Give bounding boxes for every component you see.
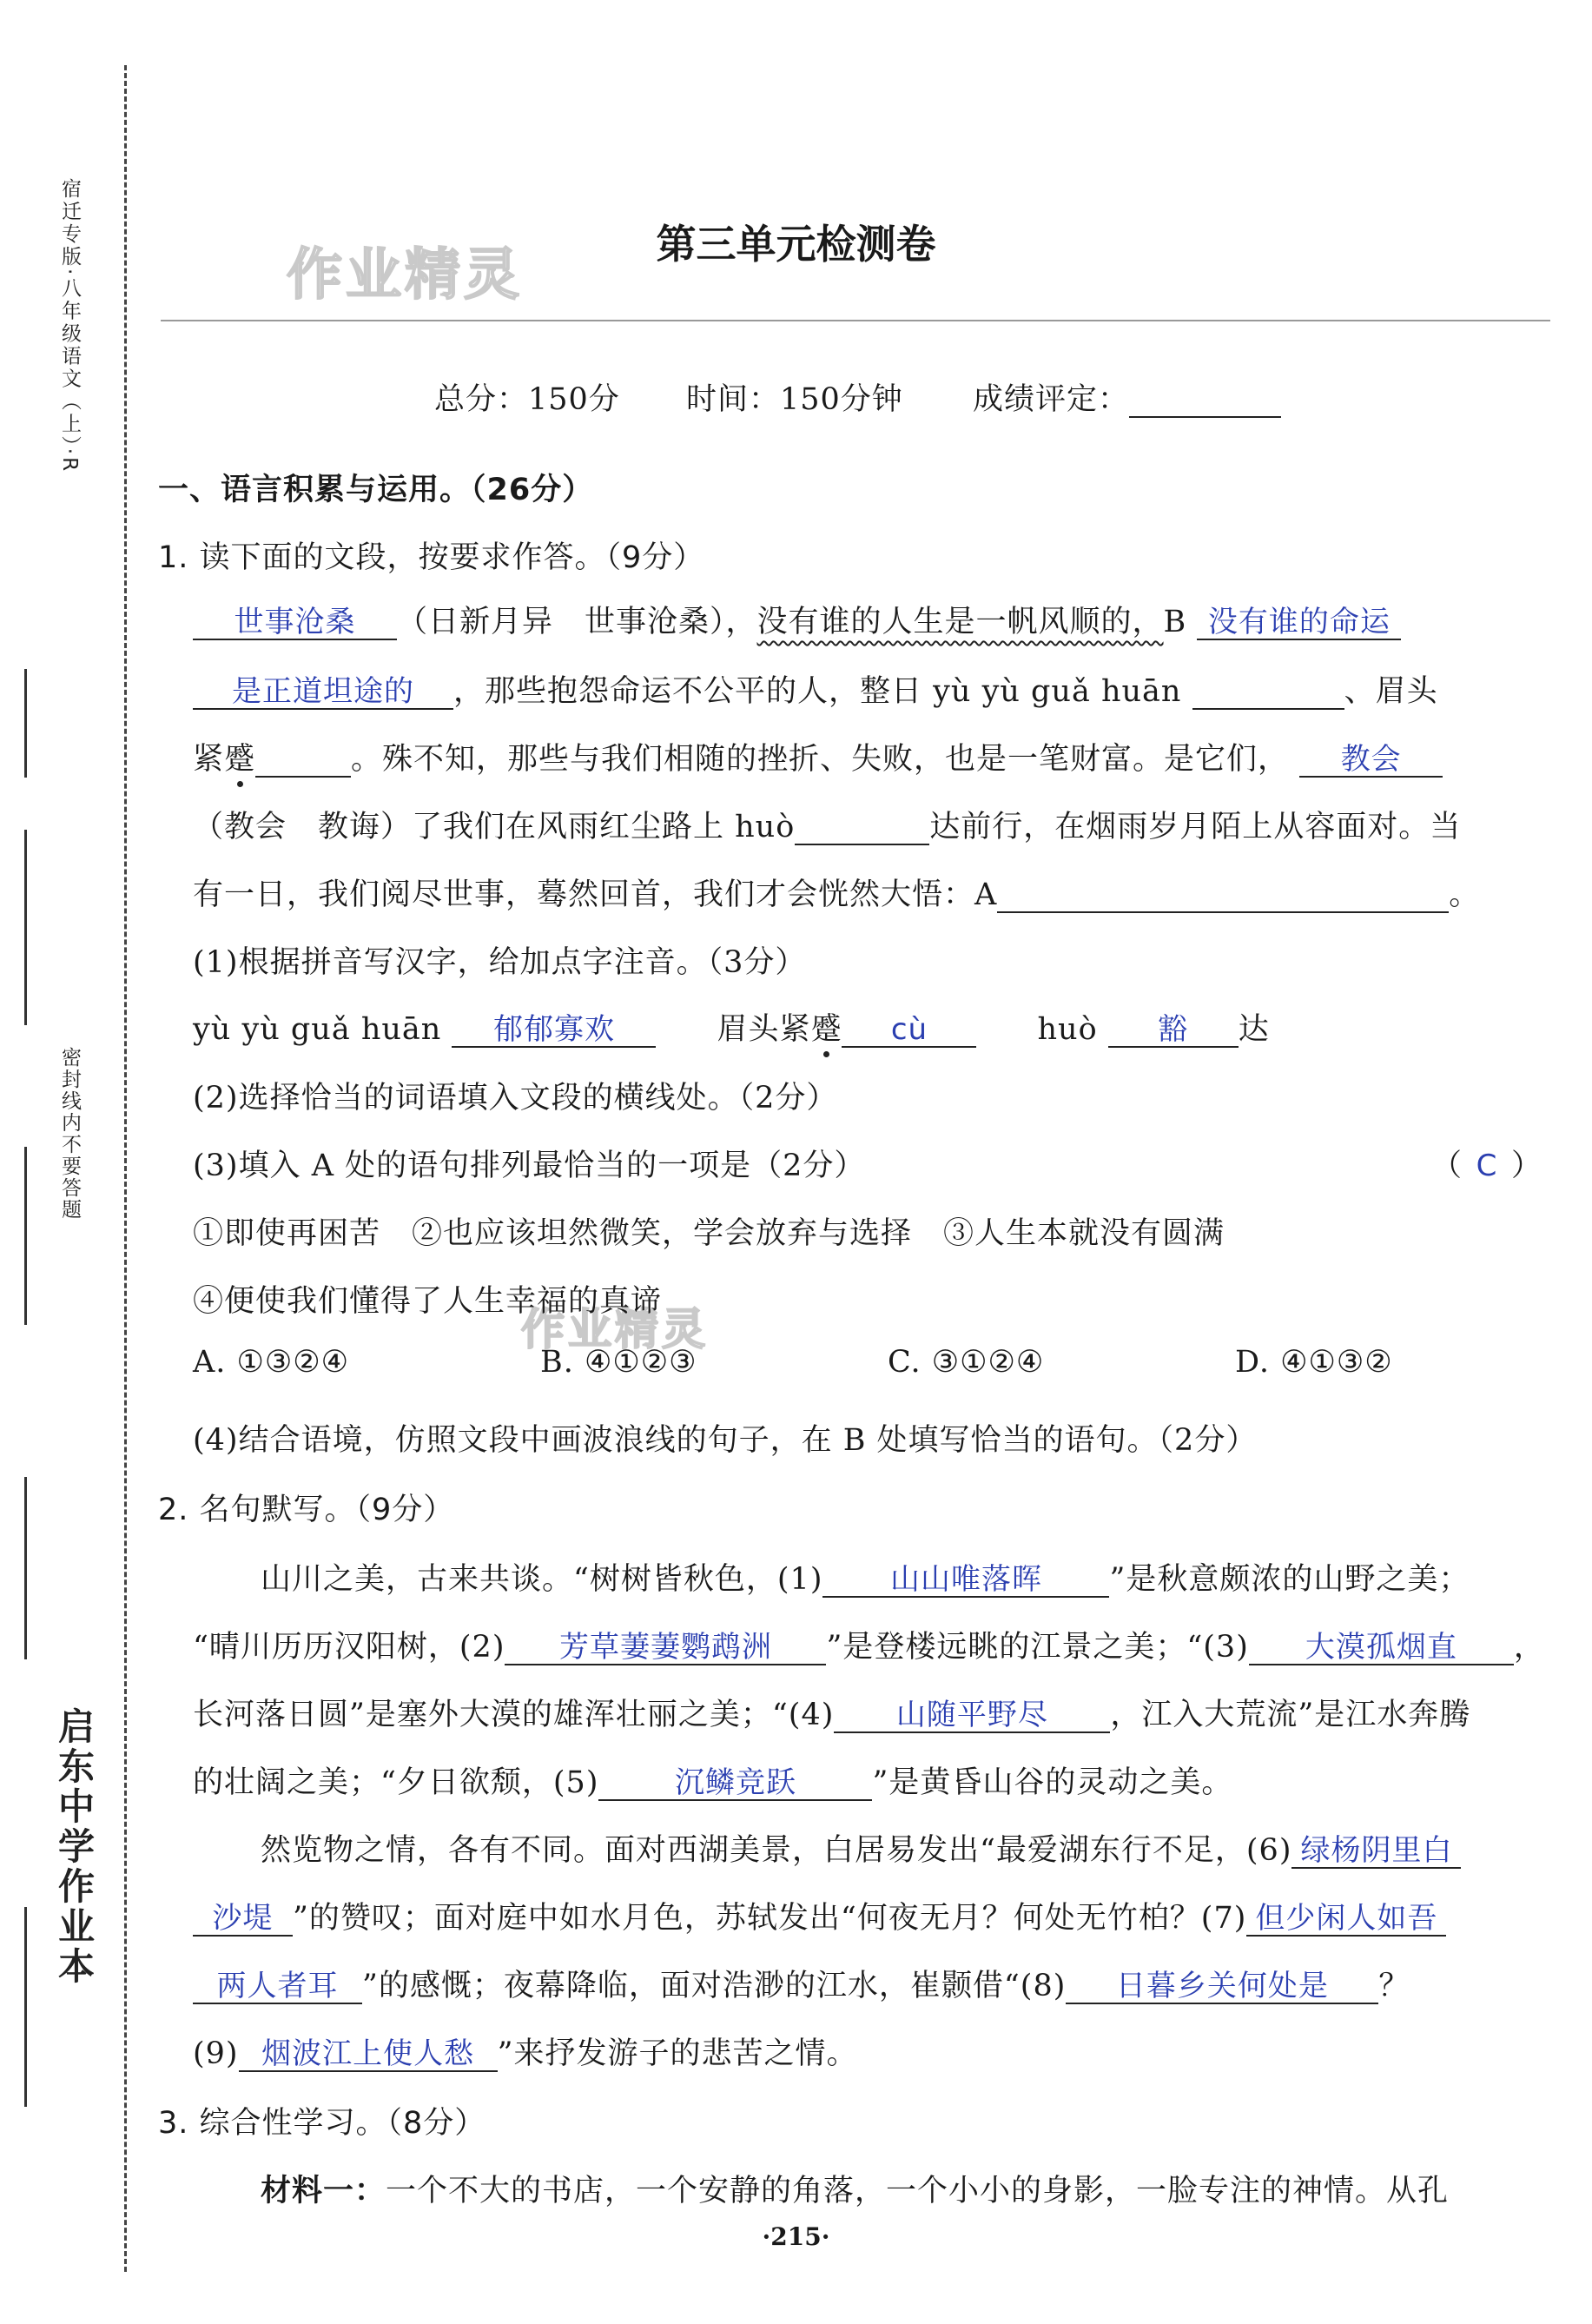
- choice-d[interactable]: D. ④①③②: [1235, 1345, 1393, 1380]
- title-divider: [161, 320, 1550, 321]
- answer-blank[interactable]: 沉鳞竞跃: [598, 1768, 872, 1801]
- question-2-title: 2. 名句默写。（9分）: [158, 1493, 455, 1527]
- seal-dashed-line: [124, 65, 127, 2272]
- q2-line-7: 两人者耳 ”的感慨；夜幕降临，面对浩渺的江水，崔颢借“(8) 日暮乡关何处是 ？: [193, 1962, 1410, 2005]
- answer-blank[interactable]: 山随平野尽: [834, 1700, 1110, 1733]
- q2-line-3: 长河落日圆”是塞外大漠的雄浑壮丽之美；“(4) 山随平野尽 ，江入大荒流”是江水奔腾: [193, 1698, 1471, 1732]
- material-1: 材料一：一个不大的书店，一个安静的角落，一个小小的身影，一脸专注的神情。从孔: [261, 2174, 1450, 2208]
- material-label: 材料一：: [261, 2174, 386, 2208]
- margin-rule: [24, 1477, 27, 1659]
- answer-blank[interactable]: 两人者耳: [193, 1971, 362, 2004]
- watermark: 作业精灵: [521, 1304, 709, 1354]
- sub-question-1-answers: yù yù guǎ huān 郁郁寡欢 眉头紧蹙 cù huò 豁 达: [193, 1012, 1270, 1047]
- q2-line-1: 山川之美，古来共谈。“树树皆秋色，(1) 山山唯落晖 ”是秋意颇浓的山野之美；: [261, 1562, 1470, 1597]
- q1-para-line-1: 世事沧桑 （日新月异 世事沧桑），没有谁的人生是一帆风顺的，B 没有谁的命运: [193, 598, 1401, 641]
- answer-blank[interactable]: 芳草萋萋鹦鹉洲: [505, 1632, 826, 1665]
- margin-rule: [24, 1907, 27, 2107]
- watermark: 作业精灵: [287, 243, 523, 308]
- seal-note: 密封线内不要答题: [58, 1047, 81, 1221]
- brand-label: 启东中学作业本: [53, 1707, 96, 1987]
- answer-blank[interactable]: 烟波江上使人愁: [239, 2039, 498, 2072]
- series-label: 宿迁专版·八年级语文（上）·R: [58, 178, 81, 474]
- answer-blank[interactable]: [795, 811, 929, 845]
- answer-blank[interactable]: 豁: [1108, 1015, 1239, 1048]
- q2-line-6: 沙堤 ”的赞叹；面对庭中如水月色，苏轼发出“何夜无月？何处无竹柏？(7) 但少闲人如吾: [193, 1894, 1446, 1937]
- q1-para-line-5: 有一日，我们阅尽世事，蓦然回首，我们才会恍然大悟：A 。: [193, 877, 1481, 912]
- answer-blank[interactable]: [1192, 676, 1344, 710]
- answer-blank[interactable]: 大漠孤烟直: [1249, 1632, 1514, 1665]
- q2-line-8: (9) 烟波江上使人愁 ”来抒发游子的悲苦之情。: [193, 2036, 858, 2071]
- wavy-sentence: 没有谁的人生是一帆风顺的，: [756, 605, 1164, 639]
- answer-blank-A[interactable]: [997, 879, 1449, 913]
- answer-blank[interactable]: 沙堤: [193, 1904, 293, 1937]
- page-title: 第三单元检测卷: [656, 221, 936, 268]
- answer-blank[interactable]: cù: [842, 1015, 976, 1048]
- q2-line-5: 然览物之情，各有不同。面对西湖美景，白居易发出“最爱湖东行不足，(6) 绿杨阴里白: [261, 1826, 1461, 1870]
- q1-para-line-2: 是正道坦途的 ，那些抱怨命运不公平的人，整日 yù yù guǎ huān 、眉头: [193, 667, 1438, 711]
- sub-question-4: (4)结合语境，仿照文段中画波浪线的句子，在 B 处填写恰当的语句。（2分）: [193, 1423, 1258, 1458]
- option-line: ④便使我们懂得了人生幸福的真谛: [193, 1284, 663, 1319]
- sub-question-1: (1)根据拼音写汉字，给加点字注音。（3分）: [193, 945, 807, 980]
- choice-answer: C: [1476, 1149, 1498, 1183]
- answer-blank[interactable]: 山山唯落晖: [822, 1565, 1109, 1598]
- margin-rule: [24, 830, 27, 1025]
- question-1-title: 1. 读下面的文段，按要求作答。（9分）: [158, 540, 705, 575]
- answer-blank[interactable]: [255, 744, 351, 778]
- sub-question-2: (2)选择恰当的词语填入文段的横线处。（2分）: [193, 1081, 838, 1116]
- choice-answer-box[interactable]: （ C ）: [1431, 1149, 1543, 1183]
- q1-para-line-4: （教会 教诲）了我们在风雨红尘路上 huò 达前行，在烟雨岁月陌上从容面对。当: [193, 810, 1462, 844]
- answer-blank[interactable]: 郁郁寡欢: [452, 1015, 656, 1048]
- q1-para-line-3: 紧蹙 。殊不知，那些与我们相随的挫折、失败，也是一笔财富。是它们， 教会: [193, 735, 1443, 778]
- page-number: ·215·: [762, 2222, 830, 2251]
- choice-c[interactable]: C. ③①②④: [888, 1345, 1045, 1380]
- section-heading: 一、语言积累与运用。（26分）: [158, 473, 594, 507]
- answer-blank[interactable]: 没有谁的命运: [1197, 607, 1401, 640]
- answer-blank[interactable]: 教会: [1299, 745, 1443, 778]
- choice-a[interactable]: A. ①③②④: [193, 1345, 350, 1380]
- answer-blank[interactable]: 绿杨阴里白: [1291, 1836, 1461, 1869]
- grade-label: 成绩评定：: [973, 375, 1281, 419]
- q2-line-2: “晴川历历汉阳树，(2) 芳草萋萋鹦鹉洲 ”是登楼远眺的江景之美；“(3) 大漠孤烟直 ，: [193, 1630, 1545, 1665]
- answer-blank[interactable]: 世事沧桑: [193, 607, 397, 640]
- time-limit: 时间：150分钟: [686, 382, 903, 417]
- answer-blank[interactable]: 是正道坦途的: [193, 677, 453, 710]
- choice-b[interactable]: B. ④①②③: [540, 1345, 697, 1380]
- answer-blank[interactable]: 但少闲人如吾: [1246, 1904, 1446, 1937]
- total-score: 总分：150分: [434, 382, 620, 417]
- answer-blank[interactable]: 日暮乡关何处是: [1066, 1971, 1378, 2004]
- option-line: ①即使再困苦 ②也应该坦然微笑，学会放弃与选择 ③人生本就没有圆满: [193, 1216, 1225, 1251]
- q2-line-4: 的壮阔之美；“夕日欲颓，(5) 沉鳞竞跃 ”是黄昏山谷的灵动之美。: [193, 1765, 1233, 1800]
- sub-question-3: (3)填入 A 处的语句排列最恰当的一项是（2分）: [193, 1149, 866, 1183]
- margin-rule: [24, 669, 27, 778]
- question-3-title: 3. 综合性学习。（8分）: [158, 2106, 486, 2141]
- margin-rule: [24, 1147, 27, 1325]
